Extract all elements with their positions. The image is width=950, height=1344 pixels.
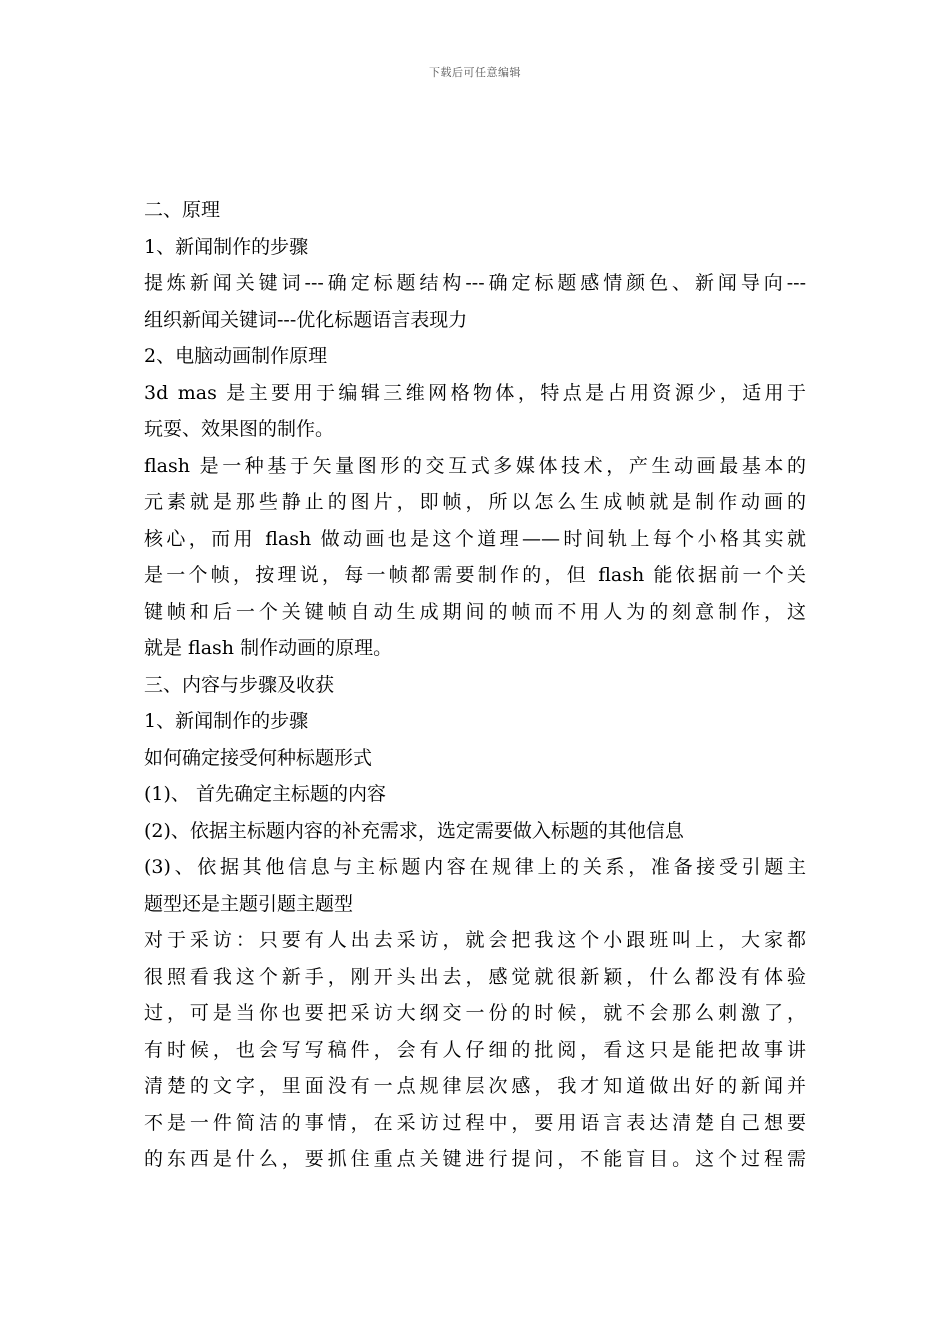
text-line: 是一个帧，按理说，每一帧都需要制作的，但 flash 能依据前一个关 [144, 564, 806, 586]
header-note: 下载后可任意编辑 [429, 66, 521, 79]
text-line: 题型还是主题引题主题型 [144, 892, 354, 915]
text-line: (3)、依据其他信息与主标题内容在规律上的关系，准备接受引题主 [144, 856, 806, 878]
text-line: 二、原理 [144, 199, 221, 221]
text-line: flash 是一种基于矢量图形的交互式多媒体技术，产生动画最基本的 [144, 454, 806, 477]
text-line: 三、内容与步骤及收获 [144, 673, 335, 696]
text-line: 如何确定接受何种标题形式 [144, 746, 373, 769]
text-line: 3d mas 是主要用于编辑三维网格物体，特点是占用资源少，适用于 [144, 381, 806, 404]
text-line: 1、新闻制作的步骤 [144, 710, 309, 732]
text-line: 核心，而用 flash 做动画也是这个道理——时间轨上每个小格其实就 [144, 527, 806, 550]
text-line: 组织新闻关键词---优化标题语言表现力 [144, 308, 468, 331]
text-line: 有时候，也会写写稿件，会有人仔细的批阅，看这只是能把故事讲 [144, 1038, 806, 1061]
text-line: 对于采访：只要有人出去采访，就会把我这个小跟班叫上，大家都 [144, 929, 806, 951]
text-line: (2)、依据主标题内容的补充需求，选定需要做入标题的其他信息 [144, 819, 684, 842]
text-line: 的东西是什么，要抓住重点关键进行提问，不能盲目。这个过程需 [144, 1148, 806, 1170]
document-body [144, 192, 806, 1178]
text-line: 元素就是那些静止的图片，即帧，所以怎么生成帧就是制作动画的 [144, 491, 806, 513]
text-line: 提炼新闻关键词---确定标题结构---确定标题感情颜色、新闻导向--- [144, 272, 806, 294]
text-line: 就是 flash 制作动画的原理。 [144, 637, 393, 659]
text-line: 很照看我这个新手，刚开头出去，感觉就很新颖，什么都没有体验 [144, 965, 806, 988]
text-line: 清楚的文字，里面没有一点规律层次感，我才知道做出好的新闻并 [144, 1075, 806, 1097]
text-line: 键帧和后一个关键帧自动生成期间的帧而不用人为的刻意制作，这 [144, 600, 806, 623]
text-line: 2、电脑动画制作原理 [144, 345, 328, 367]
text-line: 不是一件简洁的事情，在采访过程中，要用语言表达清楚自己想要 [144, 1111, 806, 1134]
text-line: (1)、 首先确定主标题的内容 [144, 783, 386, 805]
text-line: 1、新闻制作的步骤 [144, 235, 309, 258]
text-line: 过，可是当你也要把采访大纲交一份的时候，就不会那么刺激了， [144, 1002, 806, 1024]
text-line: 玩耍、效果图的制作。 [144, 418, 335, 440]
